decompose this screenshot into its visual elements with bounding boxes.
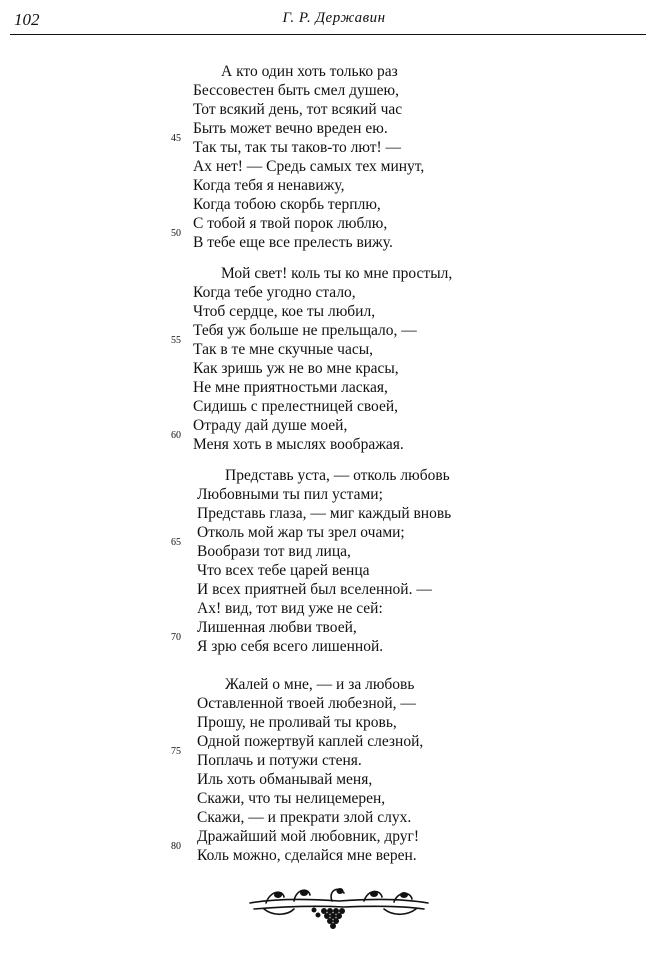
verse-line (0, 283, 668, 302)
verse-line (0, 133, 668, 157)
verse-line (0, 359, 668, 378)
verse-text: Как зришь уж не во мне красы, (193, 360, 399, 377)
running-title: Г. Р. Державин (282, 10, 386, 26)
verse-text: В тебе еще все прелесть вижу. (193, 234, 393, 251)
verse-line (0, 397, 668, 416)
verse-line (0, 485, 668, 504)
verse-line (0, 264, 668, 283)
verse-text: Представь уста, — отколь любовь (225, 467, 450, 484)
verse-line (0, 599, 668, 618)
verse-text: Ах! вид, тот вид уже не сей: (197, 600, 383, 617)
line-number: 80 (171, 841, 181, 852)
verse-text: Поплачь и потужи стеня. (197, 752, 362, 769)
verse-text: Коль можно, сделайся мне верен. (197, 847, 417, 864)
verse-text: Мой свет! коль ты ко мне простыл, (221, 265, 453, 282)
verse-text: Я зрю себя всего лишенной. (197, 638, 384, 655)
verse-text: А кто один хоть только раз (221, 63, 398, 80)
line-number: 60 (171, 430, 181, 441)
verse-line (0, 827, 668, 846)
verse-line (0, 378, 668, 397)
verse-line (0, 732, 668, 751)
verse-text: Так ты, так ты таков-то лют! — (193, 139, 402, 156)
line-number: 70 (171, 632, 181, 643)
verse-text: Тот всякий день, тот всякий час (193, 101, 403, 118)
verse-text: Бессовестен быть смел душею, (193, 82, 399, 99)
verse-text: Скажи, что ты нелицемерен, (197, 790, 386, 807)
verse-line (0, 302, 668, 321)
verse-text: Отколь мой жар ты зрел очами; (197, 524, 405, 541)
verse-line (0, 746, 668, 770)
verse-text: Представь глаза, — миг каждый вновь (197, 505, 452, 522)
verse-line (0, 618, 668, 637)
line-number: 65 (171, 537, 181, 548)
verse-line (0, 561, 668, 580)
verse-line (0, 195, 668, 214)
verse-line (0, 214, 668, 233)
verse-text: Не мне приятностьми лаская, (193, 379, 388, 396)
verse-line (0, 841, 668, 865)
verse-line (0, 100, 668, 119)
verse-line (0, 157, 668, 176)
verse-text: Лишенная любви твоей, (197, 619, 357, 636)
verse-text: Быть может вечно вреден ею. (193, 120, 388, 137)
verse-text: Ах нет! — Средь самых тех минут, (193, 158, 425, 175)
verse-line (0, 321, 668, 340)
verse-text: Чтоб сердце, кое ты любил, (193, 303, 376, 320)
verse-text: Оставленной твоей любезной, — (197, 695, 416, 712)
verse-line (0, 62, 668, 81)
verse-line (0, 416, 668, 435)
verse-line (0, 176, 668, 195)
verse-text: Любовными ты пил устами; (197, 486, 383, 503)
verse-text: Когда тебе угодно стало, (193, 284, 356, 301)
verse-line (0, 81, 668, 100)
verse-line (0, 537, 668, 561)
verse-line (0, 523, 668, 542)
verse-text: Что всех тебе царей венца (197, 562, 370, 579)
verse-line (0, 119, 668, 138)
verse-line (0, 466, 668, 485)
verse-line (0, 808, 668, 827)
verse-line (0, 713, 668, 732)
line-number: 45 (171, 133, 181, 144)
verse-text: Меня хоть в мыслях воображая. (193, 436, 404, 453)
verse-text: Когда тебя я ненавижу, (193, 177, 345, 194)
verse-line (0, 580, 668, 599)
verse-text: Жалей о мне, — и за любовь (225, 676, 415, 693)
line-number: 75 (171, 746, 181, 757)
verse-line (0, 228, 668, 252)
header-divider (10, 34, 646, 35)
verse-text: Вообрази тот вид лица, (197, 543, 351, 560)
verse-text: Одной пожертвуй каплей слезной, (197, 733, 424, 750)
verse-line (0, 504, 668, 523)
verse-text: Дражайший мой любовник, друг! (197, 828, 420, 845)
verse-text: И всех приятней был вселенной. — (197, 581, 432, 598)
verse-text: Так в те мне скучные часы, (193, 341, 373, 358)
page-header (0, 0, 668, 40)
verse-text: Тебя уж больше не прельщало, — (193, 322, 417, 339)
vignette-ornament-icon (244, 883, 434, 933)
verse-text: Отраду дай душе моей, (193, 417, 348, 434)
verse-line (0, 632, 668, 656)
page-number: 102 (14, 10, 40, 29)
verse-line (0, 789, 668, 808)
line-number: 50 (171, 228, 181, 239)
verse-line (0, 335, 668, 359)
verse-line (0, 675, 668, 694)
verse-line (0, 694, 668, 713)
verse-line (0, 430, 668, 454)
verse-text: Скажи, — и прекрати злой слух. (197, 809, 412, 826)
verse-text: Сидишь с прелестницей своей, (193, 398, 399, 415)
verse-text: Прошу, не проливай ты кровь, (197, 714, 397, 731)
verse-text: С тобой я твой порок люблю, (193, 215, 388, 232)
line-number: 55 (171, 335, 181, 346)
verse-line (0, 770, 668, 789)
verse-text: Иль хоть обманывай меня, (197, 771, 373, 788)
verse-text: Когда тобою скорбь терплю, (193, 196, 381, 213)
